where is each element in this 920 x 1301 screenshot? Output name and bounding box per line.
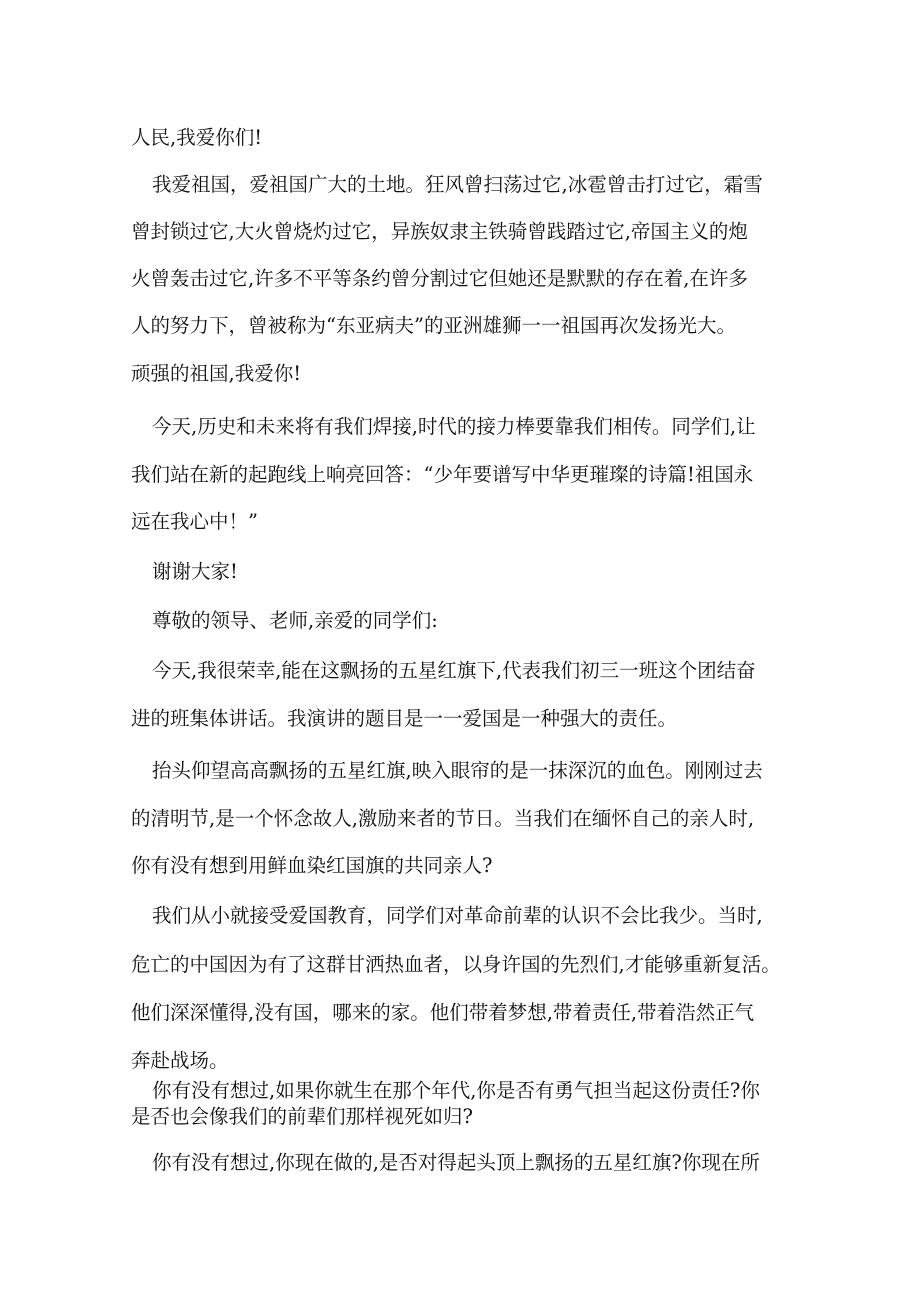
text-line: 曾封锁过它,大火曾烧灼过它，异族奴隶主铁骑曾践踏过它,帝国主义的炮 (131, 220, 748, 243)
text-line: 我们站在新的起跑线上响亮回答：“少年要谱写中华更璀璨的诗篇!祖国永 (131, 463, 754, 486)
text-line: 他们深深懂得,没有国，哪来的家。他们带着梦想,带着责任,带着浩然正气 (131, 1001, 755, 1024)
text-line: 抬头仰望高高飘扬的五星红旗,映入眼帘的是一抹深沉的血色。刚刚过去 (152, 759, 763, 782)
text-line: 的清明节,是一个怀念故人,激励来者的节日。当我们在缅怀自己的亲人时, (131, 807, 755, 830)
text-line: 人民,我爱你们! (131, 126, 263, 149)
text-line: 是否也会像我们的前辈们那样视死如归? (131, 1105, 473, 1128)
text-line: 奔赴战场。 (131, 1049, 229, 1072)
text-line: 顽强的祖国,我爱你! (131, 362, 302, 385)
text-line: 进的班集体讲话。我演讲的题目是一一爱国是一种强大的责任。 (131, 707, 678, 730)
text-line: 今天,我很荣幸,能在这飘扬的五星红旗下,代表我们初三一班这个团结奋 (152, 659, 756, 682)
text-line: 我们从小就接受爱国教育，同学们对革命前辈的认识不会比我少。当时, (152, 904, 763, 927)
text-line: 今天,历史和未来将有我们焊接,时代的接力棒要靠我们相传。同学们,让 (152, 415, 756, 438)
text-line: 人的努力下，曾被称为“东亚病夫”的亚洲雄狮一一祖国再次发扬光大。 (131, 314, 736, 337)
text-line: 谢谢大家! (152, 560, 238, 583)
text-line: 我爱祖国，爱祖国广大的土地。狂风曾扫荡过它,冰雹曾击打过它，霜雪 (152, 173, 763, 196)
text-line: 火曾轰击过它,许多不平等条约曾分割过它但她还是默默的存在着,在许多 (131, 267, 748, 290)
text-line: 你有没有想过,你现在做的,是否对得起头顶上飘扬的五星红旗?你现在所 (152, 1151, 760, 1174)
text-line: 你有没有想到用鲜血染红国旗的共同亲人? (131, 854, 493, 877)
text-line: 危亡的中国因为有了这群甘洒热血者，以身许国的先烈们,才能够重新复活。 (131, 953, 781, 976)
text-line: 尊敬的领导、老师,亲爱的同学们: (152, 609, 438, 632)
text-line: 你有没有想过,如果你就生在那个年代,你是否有勇气担当起这份责任?你 (152, 1079, 760, 1102)
text-line: 远在我心中！” (131, 510, 258, 533)
